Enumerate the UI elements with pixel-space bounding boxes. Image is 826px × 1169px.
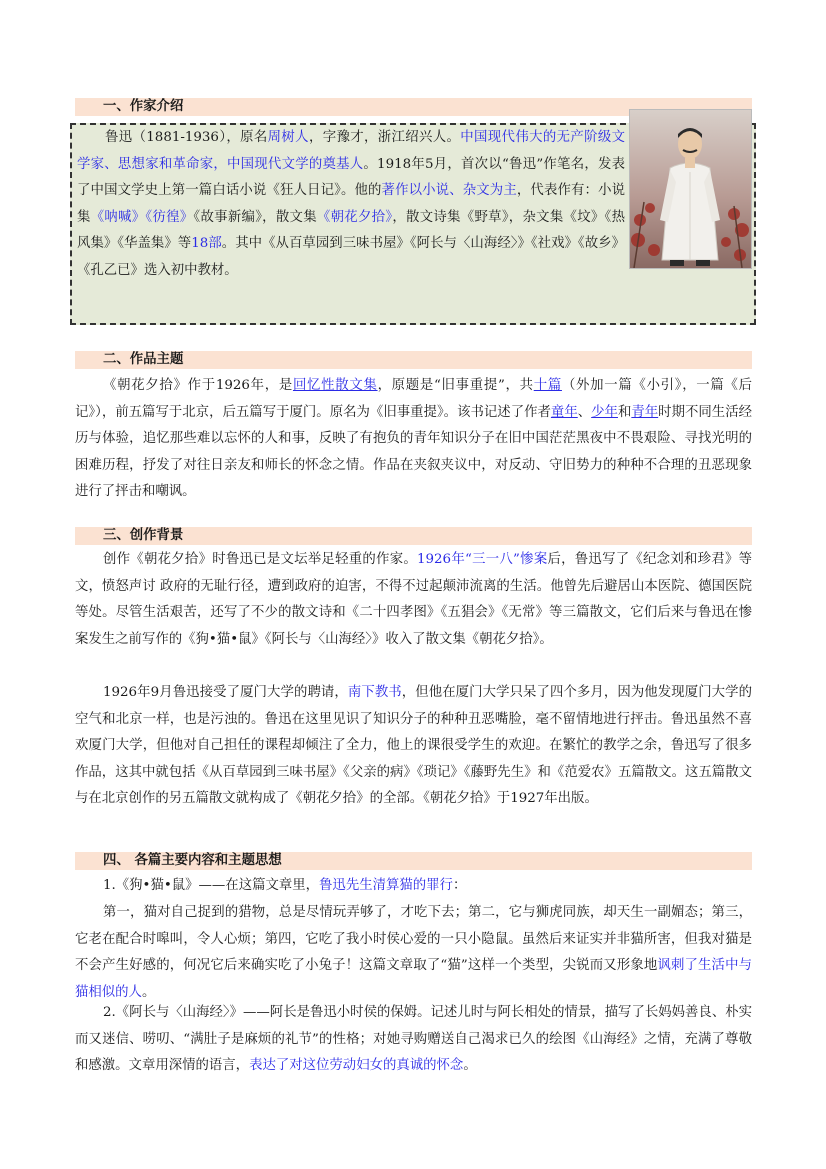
section-heading-author: 一、作家介绍 xyxy=(75,98,752,116)
section-heading-background: 三、创作背景 xyxy=(75,527,752,545)
lu-xun-portrait-illustration xyxy=(630,110,751,268)
contents-item-1-title: 1.《狗•猫•鼠》——在这篇文章里，鲁迅先生清算猫的罪行： xyxy=(103,878,467,893)
section-heading-contents: 四、 各篇主要内容和主题思想 xyxy=(75,852,752,870)
theme-paragraph: 《朝花夕拾》作于1926年，是回忆性散文集，原题是“旧事重提”，共十篇（外加一篇《小引》，一篇《后记》），前五篇写于北京，后五篇写于厦门。原名为《旧事重提》。该书记述了作者童年、少年和青年时期不同生活经历与体验，追忆那些难以忘怀的人和事，反映了有抱负的青年知识分子在旧中国茫茫黑夜中不畏艰险、寻找光明的困难历程，抒发了对往日亲友和师长的怀念之情。作品在夹叙夹议中，对反动、守旧势力的种种不合理的丑恶现象进行了抨击和嘲讽。 xyxy=(75,378,752,499)
author-portrait xyxy=(629,109,752,269)
background-paragraph-2: 1926年9月鲁迅接受了厦门大学的聘请，南下教书，但他在厦门大学只呆了四个多月，因为他发现厦门大学的空气和北京一样，也是污浊的。鲁迅在这里见识了知识分子的种种丑恶嘴脸，毫不留情地进行抨击。鲁迅虽然不喜欢厦门大学，但他对自己担任的课程却倾注了全力，他上的课很受学生的欢迎。在繁忙的教学之余，鲁迅写了很多作品，这其中就包括《从百草园到三味书屋》《父亲的病》《琐记》《藤野先生》和《范爱农》五篇散文。这五篇散文与在北京创作的另五篇散文就构成了《朝花夕拾》的全部。《朝花夕拾》于1927年出版。 xyxy=(75,685,753,806)
author-intro-paragraph: 鲁迅（1881-1936），原名周树人，字豫才，浙江绍兴人。中国现代伟大的无产阶级文学家、思想家和革命家，中国现代文学的奠基人。1918年5月，首次以“鲁迅”作笔名，发表了中国文学史上第一篇白话小说《狂人日记》。他的著作以小说、杂文为主，代表作有：小说集《呐喊》《彷徨》《故事新编》，散文集《朝花夕拾》，散文诗集《野草》，杂文集《坟》《热风集》《华盖集》等18部。其中《从百草园到三味书屋》《阿长与〈山海经〉》《社戏》《故乡》《孔乙已》选入初中教材。 xyxy=(77,130,626,278)
section-heading-theme: 二、作品主题 xyxy=(75,351,752,369)
contents-item-1-body: 第一，猫对自己捉到的猎物，总是尽情玩弄够了，才吃下去；第二，它与狮虎同族，却天生一副媚态；第三，它老在配合时嗥叫，令人心烦；第四，它吃了我小时侯心爱的一只小隐鼠。虽然后来证实并非猫所害，但我对猫是不会产生好感的，何况它后来确实吃了小兔子！这篇文章取了“猫”这样一个类型，尖锐而又形象地讽刺了生活中与猫相似的人。 xyxy=(75,905,752,1000)
contents-item-2: 2.《阿长与〈山海经〉》——阿长是鲁迅小时侯的保姆。记述儿时与阿长相处的情景，描写了长妈妈善良、朴实而又迷信、唠叨、“满肚子是麻烦的礼节”的性格；对她寻购赠送自己渴求已久的绘图《山海经》之情，充满了尊敬和感激。文章用深情的语言，表达了对这位劳动妇女的真诚的怀念。 xyxy=(75,1005,752,1073)
background-paragraph-1: 创作《朝花夕拾》时鲁迅已是文坛举足轻重的作家。1926年“三一八”惨案后，鲁迅写了《纪念刘和珍君》等文，愤怒声讨 政府的无耻行径，遭到政府的迫害，不得不过起颠沛流离的生活。他曾先后避居山本医院、德国医院等处。尽管生活艰苦，还写了不少的散文诗和《二十四孝图》《五猖会》《无常》等三篇散文，它们后来与鲁迅在惨案发生之前写作的《狗•猫•鼠》《阿长与〈山海经〉》收入了散文集《朝花夕拾》。 xyxy=(75,552,752,647)
